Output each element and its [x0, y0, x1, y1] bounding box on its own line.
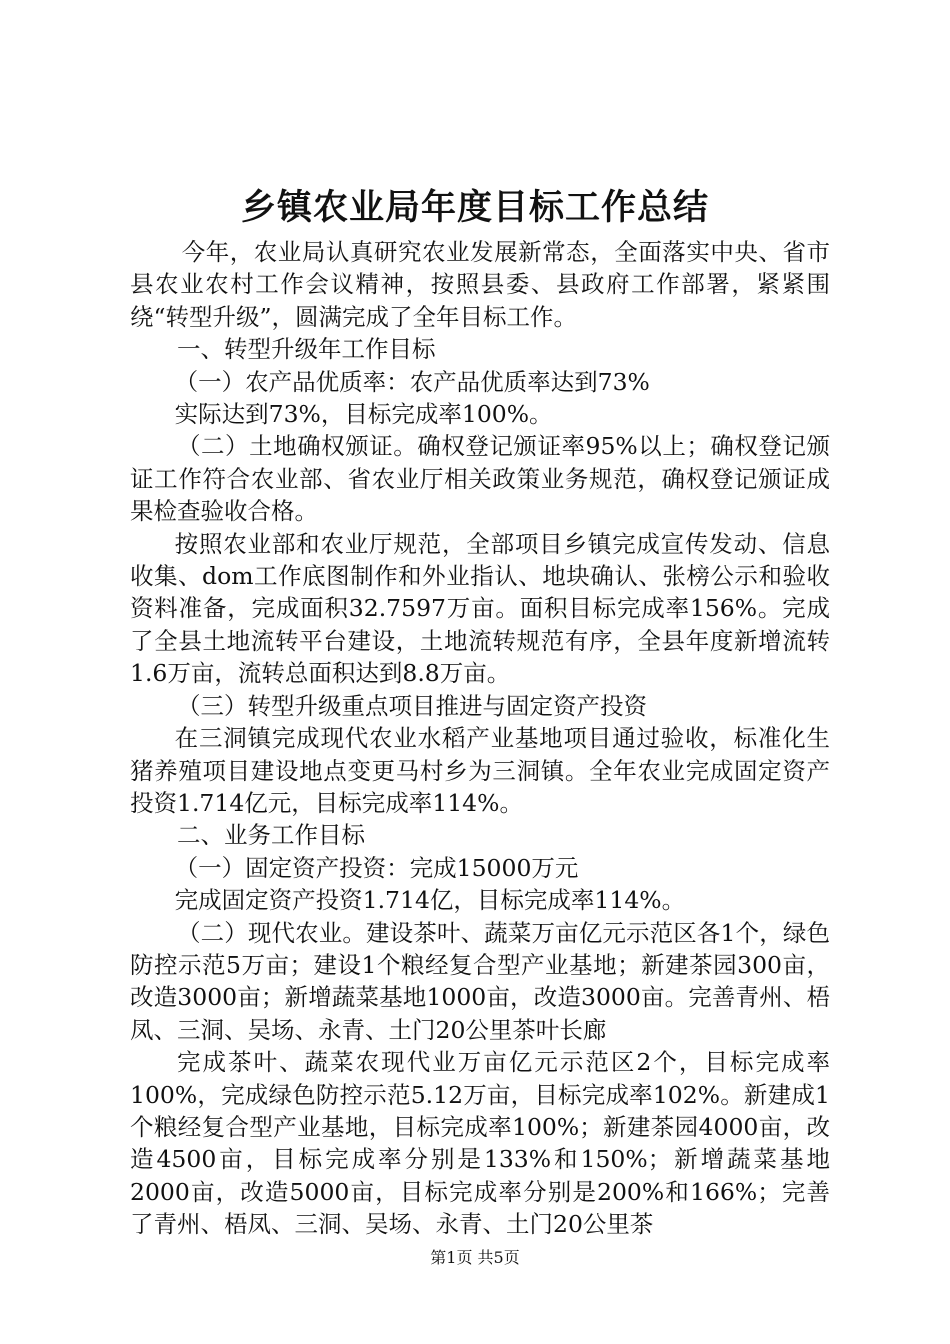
subsection-heading: （三）转型升级重点项目推进与固定资产投资: [177, 691, 647, 720]
subsection-heading: （一）农产品优质率：农产品优质率达到73%: [174, 367, 650, 396]
document-title: 乡镇农业局年度目标工作总结: [240, 187, 709, 228]
subsection-heading: （一）固定资产投资：完成15000万元: [174, 853, 579, 882]
section-heading-2: 二、业务工作目标: [177, 821, 365, 850]
paragraph: 实际达到73%，目标完成率100%。: [174, 400, 553, 429]
paragraph: 完成固定资产投资1.714亿，目标完成率114%。: [174, 886, 686, 915]
subsection-heading: （二）土地确权颁证。确权登记颁证率95%以上；确权登记颁证工作符合农业部、省农业厅相关政策业务规范，确权登记颁证成果检查验收合格。: [130, 432, 830, 526]
paragraph-intro: 今年，农业局认真研究农业发展新常态，全面落实中央、省市县农业农村工作会议精神，按照县委、县政府工作部署，紧紧围绕“转型升级”，圆满完成了全年目标工作。: [130, 238, 830, 331]
paragraph: 在三洞镇完成现代农业水稻产业基地项目通过验收，标准化生猪养殖项目建设地点变更马村乡为三洞镇。全年农业完成固定资产投资1.714亿元，目标完成率114%。: [130, 724, 830, 817]
document-body: [130, 236, 830, 1241]
paragraph: 完成茶叶、蔬菜农现代业万亩亿元示范区2个，目标完成率100%，完成绿色防控示范5.12万亩，目标完成率102%。新建成1个粮经复合型产业基地，目标完成率100%；新建茶园4000亩，改造4500亩，目标完成率分别是133%和150%；新增蔬菜基地2000亩，改造5000亩，目标完成率分别是200%和166%；完善了青州、梧凤、三洞、吴场、永青、土门20公里茶: [130, 1048, 830, 1239]
page-footer: 第1页 共5页: [430, 1248, 520, 1267]
subsection-heading: （二）现代农业。建设茶叶、蔬菜万亩亿元示范区各1个，绿色防控示范5万亩；建设1个粮经复合型产业基地；新建茶园300亩，改造3000亩；新增蔬菜基地1000亩，改造3000亩。完善青州、梧凤、三洞、吴场、永青、土门20公里茶叶长廊: [130, 918, 830, 1044]
section-heading-1: 一、转型升级年工作目标: [177, 335, 436, 364]
paragraph: 按照农业部和农业厅规范，全部项目乡镇完成宣传发动、信息收集、dom工作底图制作和外业指认、地块确认、张榜公示和验收资料准备，完成面积32.7597万亩。面积目标完成率156%。完成了全县土地流转平台建设，土地流转规范有序，全县年度新增流转1.6万亩，流转总面积达到8.8万亩。: [130, 529, 830, 688]
